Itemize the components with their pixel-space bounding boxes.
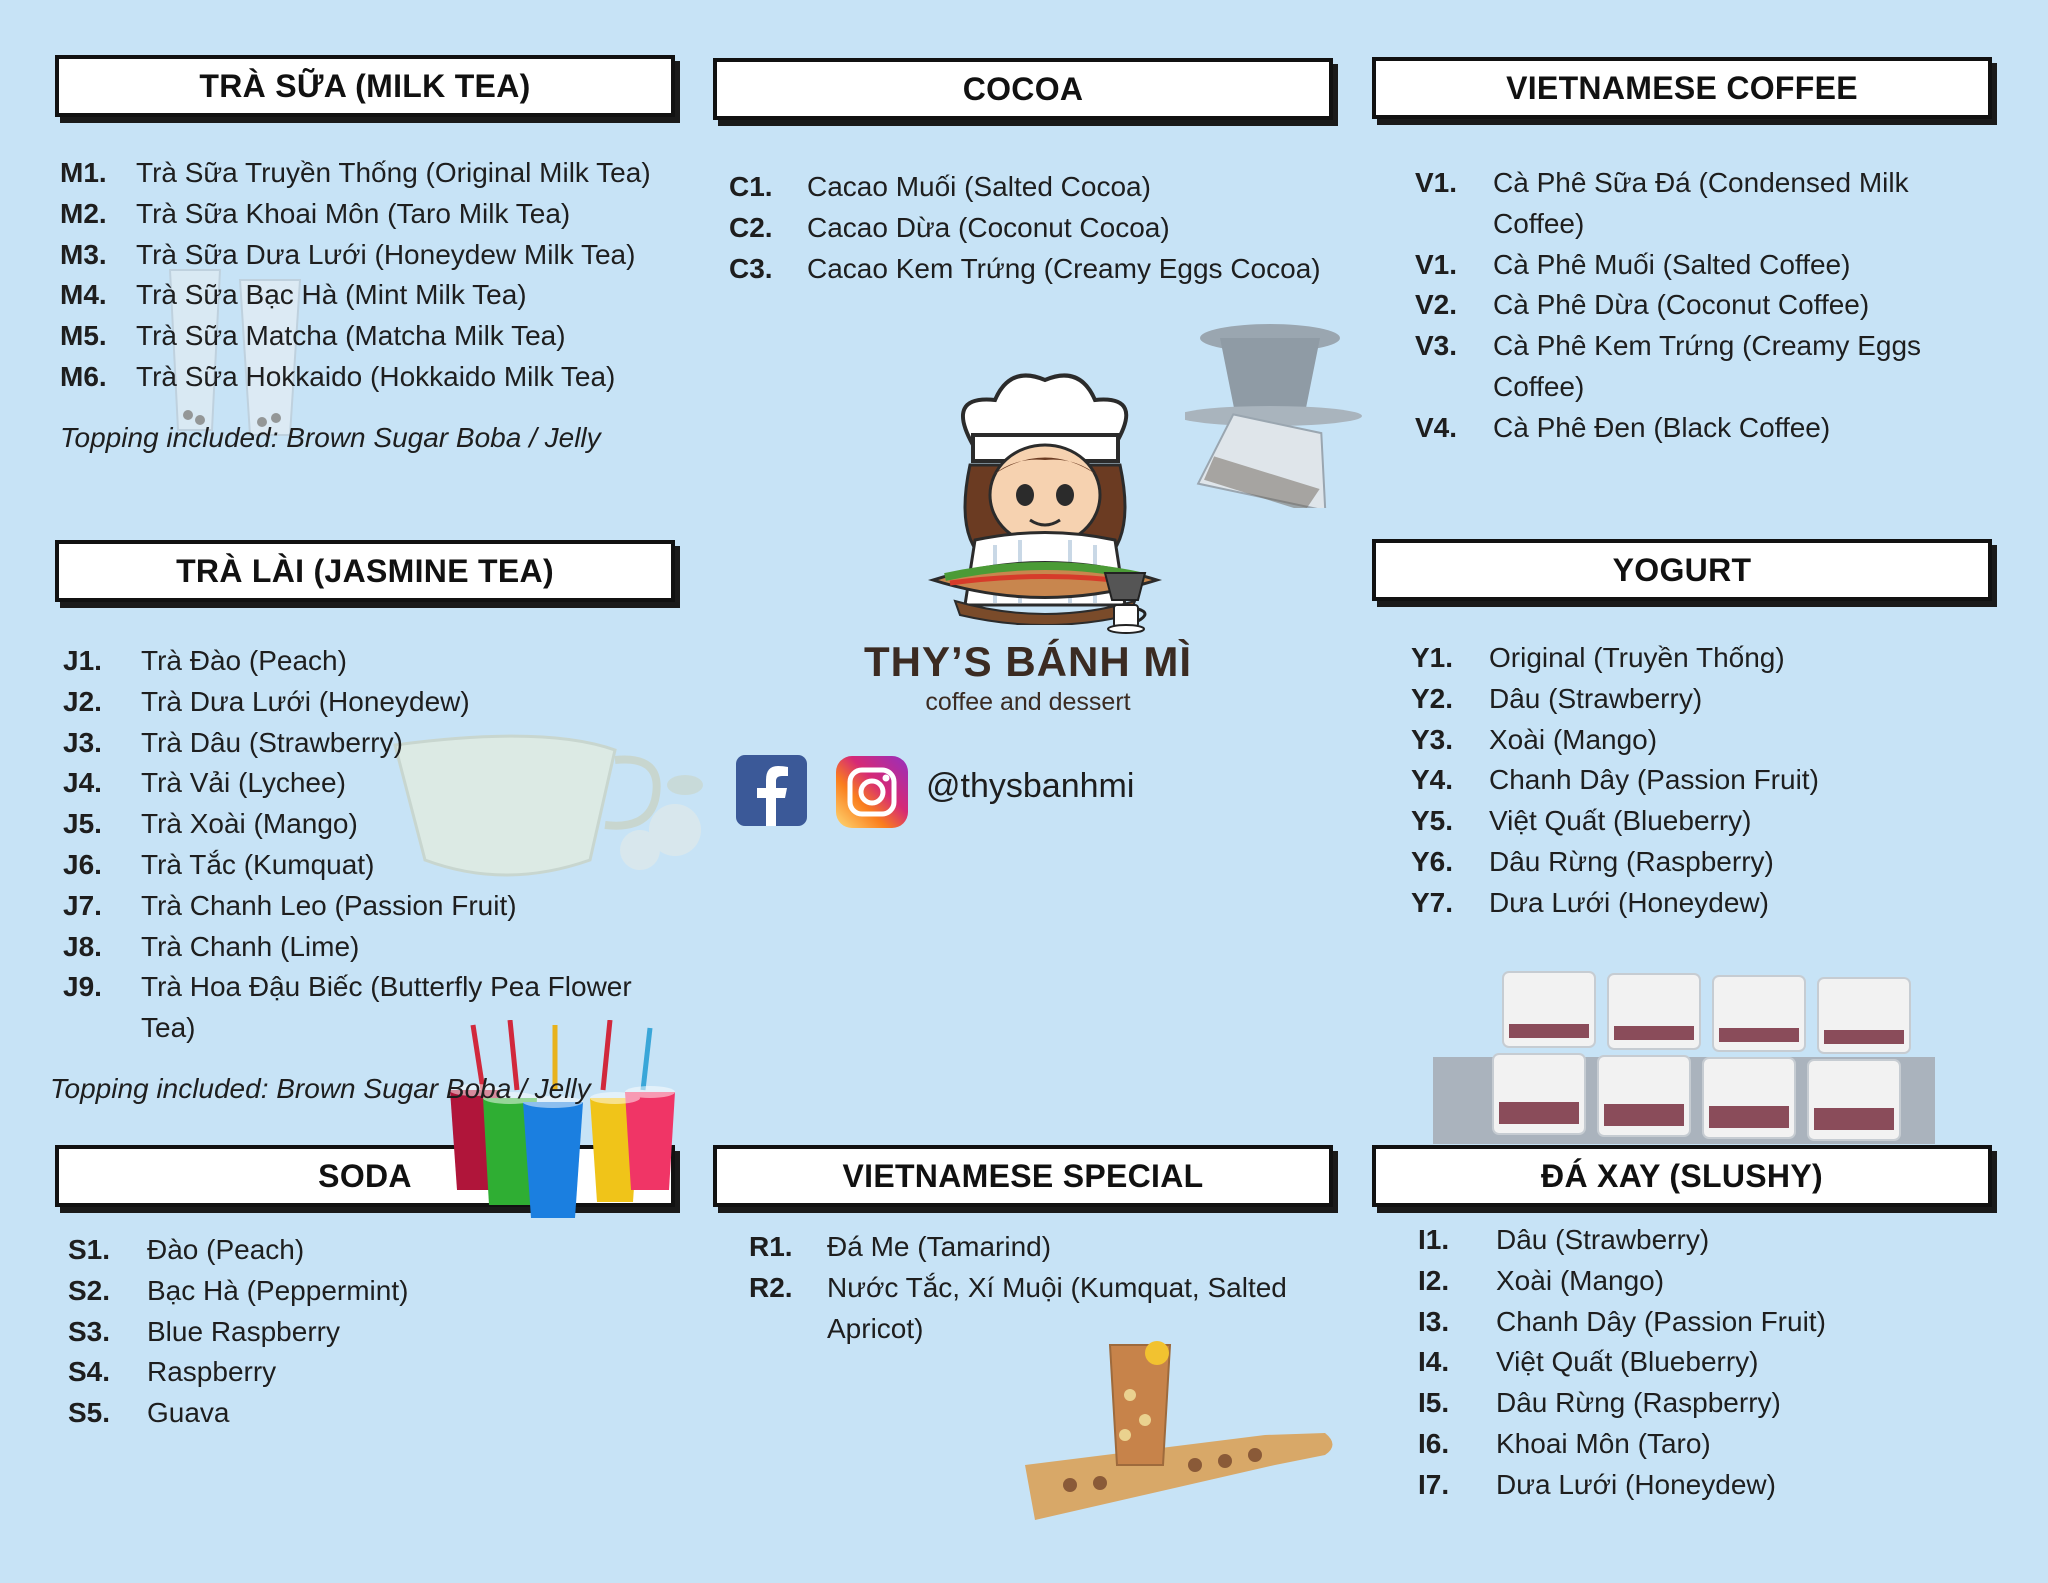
menu-item-code: V2.: [1415, 289, 1458, 321]
menu-item-name: Cacao Muối (Salted Cocoa): [807, 171, 1151, 202]
menu-item-name: Khoai Môn (Taro): [1496, 1427, 1711, 1459]
menu-item: [68, 1352, 588, 1393]
milk-tea-topping-note: Topping included: Brown Sugar Boba / Jelly: [60, 422, 601, 453]
menu-item-name: Cacao Dừa (Coconut Cocoa): [807, 211, 1170, 243]
menu-item: [63, 886, 663, 927]
menu-item: [1418, 1465, 1978, 1506]
menu-item-name: Trà Dâu (Strawberry): [141, 726, 403, 758]
menu-item-name: Guava: [147, 1397, 230, 1429]
cocoa-list: [729, 167, 1349, 289]
menu-item-code: J5.: [63, 808, 102, 840]
menu-item-code: V3.: [1415, 330, 1458, 362]
menu-item: [60, 153, 680, 194]
menu-item: [729, 249, 1349, 290]
menu-item: [1418, 1342, 1978, 1383]
menu-item-code: M5.: [60, 320, 107, 352]
menu-item-name: Đào (Peach): [147, 1234, 305, 1265]
menu-item-name: Trà Sữa Dưa Lưới (Honeydew Milk Tea): [136, 238, 636, 270]
menu-item-name: Trà Tắc (Kumquat): [141, 848, 375, 880]
menu-item-code: J8.: [63, 930, 102, 962]
menu-item: [63, 927, 663, 968]
menu-item-name: Bạc Hà (Peppermint): [147, 1274, 409, 1306]
menu-item: [1418, 1383, 1978, 1424]
vietnamese-coffee-list: [1415, 163, 1935, 449]
menu-item-code: I3.: [1418, 1305, 1450, 1337]
menu-item-code: V1.: [1415, 248, 1458, 280]
vietnamese-special-header: VIETNAMESE SPECIAL: [713, 1145, 1333, 1207]
brand-tagline: coffee and dessert: [925, 688, 1131, 716]
menu-item-code: R1.: [749, 1231, 793, 1262]
menu-item-code: J9.: [63, 971, 102, 1003]
menu-item-code: Y5.: [1411, 805, 1454, 837]
menu-item-name: Cà Phê Đen (Black Coffee): [1493, 411, 1831, 443]
menu-item: [1415, 408, 1935, 449]
menu-item-name: Trà Dưa Lưới (Honeydew): [141, 685, 470, 717]
menu-item: [68, 1393, 588, 1434]
menu-item-name: Dưa Lưới (Honeydew): [1496, 1468, 1776, 1500]
menu-item-code: V4.: [1415, 411, 1458, 443]
menu-item-name: Đá Me (Tamarind): [827, 1231, 1052, 1262]
menu-item-name: Blue Raspberry: [147, 1315, 340, 1347]
menu-item: [749, 1268, 1319, 1350]
menu-item-name: Việt Quất (Blueberry): [1489, 805, 1752, 837]
menu-item-name: Nước Tắc, Xí Muội (Kumquat, Salted Apricot): [827, 1271, 1287, 1344]
menu-item-name: Trà Chanh (Lime): [141, 930, 360, 962]
brand-name: THY’S BÁNH MÌ: [864, 638, 1192, 685]
menu-item-code: C1.: [729, 171, 773, 202]
menu-item-name: Cà Phê Kem Trứng (Creamy Eggs Coffee): [1493, 330, 1922, 402]
menu-item: [749, 1227, 1319, 1268]
menu-item: [63, 967, 663, 1049]
menu-item: [63, 682, 663, 723]
menu-item-code: R2.: [749, 1271, 793, 1303]
menu-item-name: Raspberry: [147, 1356, 277, 1388]
milk-tea-list: [60, 153, 680, 398]
menu-item-code: V1.: [1415, 167, 1458, 198]
soda-cups-image: [445, 1020, 685, 1220]
menu-item-name: Trà Sữa Bạc Hà (Mint Milk Tea): [136, 279, 527, 311]
menu-item-name: Dâu Rừng (Raspberry): [1496, 1387, 1781, 1419]
menu-item: [60, 194, 680, 235]
menu-item-name: Dưa Lưới (Honeydew): [1489, 886, 1769, 918]
menu-item-name: Trà Xoài (Mango): [141, 808, 358, 840]
jasmine-tea-header: TRÀ LÀI (JASMINE TEA): [55, 540, 675, 602]
menu-item: [63, 804, 663, 845]
menu-item-name: Việt Quất (Blueberry): [1496, 1346, 1759, 1378]
menu-item-code: J3.: [63, 726, 102, 758]
menu-item-code: M6.: [60, 360, 107, 392]
menu-item-code: I1.: [1418, 1224, 1450, 1255]
facebook-icon[interactable]: [736, 755, 807, 826]
menu-item-name: Original (Truyền Thống): [1489, 642, 1785, 673]
menu-item-code: Y1.: [1411, 642, 1454, 673]
menu-item: [1418, 1220, 1978, 1261]
menu-item-code: M3.: [60, 238, 107, 270]
menu-item: [1411, 883, 1991, 924]
menu-item-code: J2.: [63, 685, 102, 717]
slushy-header: ĐÁ XAY (SLUSHY): [1372, 1145, 1992, 1207]
menu-item-name: Chanh Dây (Passion Fruit): [1489, 764, 1819, 796]
menu-item-name: Trà Đào (Peach): [141, 645, 347, 676]
menu-item-name: Xoài (Mango): [1489, 723, 1658, 755]
menu-item-name: Dâu (Strawberry): [1489, 682, 1703, 714]
menu-item-name: Chanh Dây (Passion Fruit): [1496, 1305, 1826, 1337]
menu-item: [1415, 326, 1935, 408]
menu-item-code: I6.: [1418, 1427, 1450, 1459]
soda-header: SODA: [55, 1145, 675, 1207]
jasmine-tea-list: [63, 641, 663, 1049]
yogurt-list: [1411, 638, 1991, 924]
tamarind-drink-image: [1025, 1335, 1340, 1525]
milk-tea-header: TRÀ SỮA (MILK TEA): [55, 55, 675, 117]
menu-item: [1418, 1302, 1978, 1343]
social-handle[interactable]: @thysbanhmi: [926, 767, 1135, 805]
menu-item: [68, 1312, 588, 1353]
menu-item-code: J6.: [63, 848, 102, 880]
menu-item-code: M1.: [60, 157, 107, 188]
menu-item-code: Y3.: [1411, 723, 1454, 755]
menu-item: [1411, 679, 1991, 720]
menu-item: [60, 275, 680, 316]
menu-item: [1415, 245, 1935, 286]
menu-item-code: Y2.: [1411, 682, 1454, 714]
menu-item: [60, 316, 680, 357]
menu-item: [63, 763, 663, 804]
menu-item: [63, 723, 663, 764]
menu-item: [1415, 285, 1935, 326]
menu-item: [1411, 842, 1991, 883]
menu-item-code: C3.: [729, 252, 773, 284]
menu-item: [1411, 801, 1991, 842]
menu-item-code: J1.: [63, 645, 102, 676]
coffee-dripper-image: [1185, 298, 1375, 508]
menu-item-code: S1.: [68, 1234, 111, 1265]
menu-item: [1415, 163, 1935, 245]
menu-item: [63, 641, 663, 682]
menu-item: [68, 1230, 588, 1271]
menu-item-code: S2.: [68, 1274, 111, 1306]
menu-item-name: Xoài (Mango): [1496, 1264, 1665, 1296]
vietnamese-coffee-header: VIETNAMESE COFFEE: [1372, 57, 1992, 119]
menu-item-code: Y4.: [1411, 764, 1454, 796]
menu-item-code: Y6.: [1411, 845, 1454, 877]
menu-item: [1411, 720, 1991, 761]
menu-item-name: Cà Phê Dừa (Coconut Coffee): [1493, 289, 1870, 321]
menu-item: [63, 845, 663, 886]
jasmine-tea-topping-note: Topping included: Brown Sugar Boba / Jelly: [50, 1073, 591, 1104]
menu-item-code: I7.: [1418, 1468, 1450, 1500]
slushy-list: [1418, 1220, 1978, 1506]
menu-item: [1418, 1261, 1978, 1302]
menu-item-code: I5.: [1418, 1387, 1450, 1419]
menu-item: [1411, 760, 1991, 801]
menu-item-name: Trà Hoa Đậu Biếc (Butterfly Pea Flower Tea): [141, 971, 632, 1044]
menu-item-name: Trà Chanh Leo (Passion Fruit): [141, 889, 517, 921]
instagram-icon[interactable]: [836, 756, 908, 828]
menu-item-code: C2.: [729, 211, 773, 243]
menu-item-name: Trà Vải (Lychee): [141, 767, 346, 799]
menu-item-name: Cacao Kem Trứng (Creamy Eggs Cocoa): [807, 252, 1321, 284]
menu-item-name: Trà Sữa Khoai Môn (Taro Milk Tea): [136, 197, 571, 229]
yogurt-header: YOGURT: [1372, 539, 1992, 601]
menu-item-name: Dâu Rừng (Raspberry): [1489, 845, 1774, 877]
menu-item-name: Trà Sữa Matcha (Matcha Milk Tea): [136, 320, 566, 352]
menu-item-code: J4.: [63, 767, 102, 799]
menu-item-code: S5.: [68, 1397, 111, 1429]
menu-item-code: M4.: [60, 279, 107, 311]
menu-item: [68, 1271, 588, 1312]
yogurt-cups-image: [1433, 962, 1935, 1144]
menu-item-name: Cà Phê Sữa Đá (Condensed Milk Coffee): [1493, 167, 1909, 239]
menu-item-code: S3.: [68, 1315, 111, 1347]
coffee-cup-icon: [1100, 565, 1160, 635]
menu-item: [729, 208, 1349, 249]
menu-item-name: Trà Sữa Truyền Thống (Original Milk Tea): [136, 157, 651, 188]
menu-item: [729, 167, 1349, 208]
menu-item: [60, 235, 680, 276]
menu-item-code: S4.: [68, 1356, 111, 1388]
menu-item-code: I2.: [1418, 1264, 1450, 1296]
menu-item-name: Cà Phê Muối (Salted Coffee): [1493, 248, 1851, 280]
menu-item: [60, 357, 680, 398]
menu-item-name: Dâu (Strawberry): [1496, 1224, 1710, 1255]
menu-item-code: I4.: [1418, 1346, 1450, 1378]
menu-item: [1418, 1424, 1978, 1465]
menu-item-code: J7.: [63, 889, 102, 921]
cocoa-header: COCOA: [713, 58, 1333, 120]
menu-item: [1411, 638, 1991, 679]
vietnamese-special-list: [749, 1227, 1319, 1349]
menu-item-name: Trà Sữa Hokkaido (Hokkaido Milk Tea): [136, 360, 616, 392]
menu-item-code: M2.: [60, 197, 107, 229]
soda-list: [68, 1230, 588, 1434]
menu-item-code: Y7.: [1411, 886, 1454, 918]
